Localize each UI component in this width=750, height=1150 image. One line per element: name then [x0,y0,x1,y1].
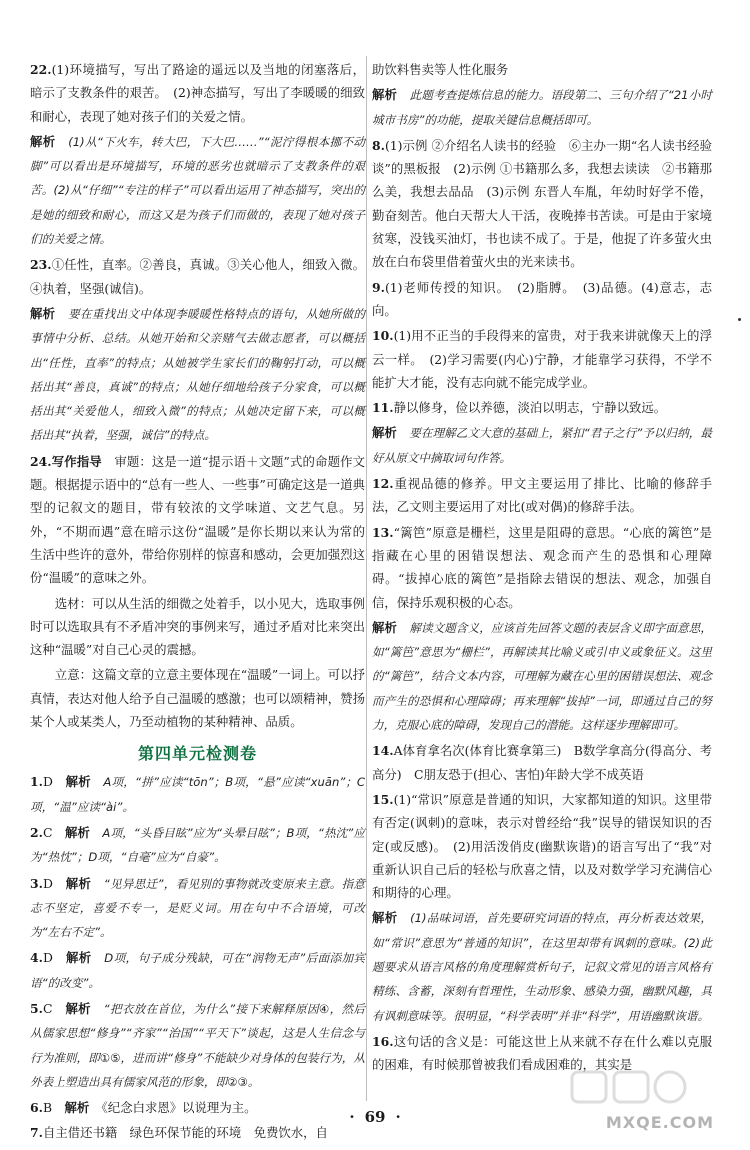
answer-4: 4.D 解析 D项，句子成分残缺，可在“润物无声”后面添加宾语“的改变”。 [30,950,366,990]
page-number-dot-right: · [395,1108,401,1126]
column-divider [366,56,367,1101]
analysis-13: 解析 解读文题含义，应该首先回答文题的表层含义即字面意思，如“篱笆”意思为“栅栏”，再解读其比喻义或引申义或象征义。这里的“篱笆”，结合文本内容，可理解为藏在心里的困错误想法、观念而产生的恐惧和心理障碍；再来理解“拔掉”一词，即通过自己的努力，克服心底的障碍，发现自己的潜能。这样逐步理解即可。 [372,619,713,733]
answer-7-continued: 助饮料售卖等人性化服务 [372,62,509,77]
answer-10: 10.(1)用不正当的手段得来的富贵，对于我来讲就像天上的浮云一样。 (2)学习需要(内心)宁静，才能靠学习获得，不学不能扩大才能，没有志向就不能完成学业。 [372,328,712,390]
analysis-7: 解析 此题考查提炼信息的能力。语段第二、三句介绍了“21小时城市书房”的功能，提取关键信息概括即可。 [372,87,713,127]
answer-15: 15.(1)“常识”原意是普通的知识，大家都知道的知识。这里带有否定(讽刺)的意味，表示对曾经给“我”误导的错误知识的否定(或反感)。 (2)用活泼俏皮(幽默诙谐)的语言写出了“我”对重新认识自己后的轻松与欣喜之情，以及对数学学习充满信心和期待的心理。 [372,791,712,901]
margin-dot [738,318,741,321]
answer-8: 8.(1)示例 ②介绍名人读书的经验 ⑥主办一期“名人读书经验谈”的黑板报 (2)示例 ①书籍那么多，我想去读读 ②书籍那么美，我想去品品 (3)示例 东晋人车胤，年幼时好学不倦，勤奋刻苦。他白天帮大人干活，夜晚捧书苦读。可是由于家境贫寒，没钱买油灯，书也读不成了。于是，他捉了许多萤火虫放在白布袋里借着萤火虫的光来读书。 [372,137,712,270]
answer-12: 12.重视品德的修养。甲文主要运用了排比、比喻的修辞手法，乙文则主要运用了对比(或对偶)的修辞手法。 [372,476,712,515]
answer-24-theme: 立意：这篇文章的立意主要体现在“温暖”一词上。可以抒真情，表达对他人给予自己温暖的感激；也可以颂精神，赞扬某个人或某类人，乃至动植物的某种精神、品质。 [30,667,365,730]
section-title: 第四单元检测卷 [137,744,257,764]
answer-1: 1.D 解析 A项，“拼”应读“tōn”；B项，“悬”应读“xuān”；C项，“温”应读“ài”。 [30,774,366,814]
answer-14: 14.A体育拿名次(体育比赛拿第三) B数学拿高分(得高分、考高分) C朋友恐于(担心、害怕)年龄大学不成英语 [372,743,712,782]
answer-5: 5.C 解析 “把衣放在首位，为什么”接下来解释原因④，然后从儒家思想“修身”“齐家”“治国”“平天下”谈起，这是人生信念与行为准则，即①⑤，进而讲“修身”不能缺少对身体的包装行为，从外表上塑造出具有儒家风范的形象，即②③。 [30,1000,366,1089]
right-column [372,58,712,1078]
answer-7: 7.自主借还书籍 绿色环保节能的环境 免费饮水，自 [30,1125,328,1141]
answer-24: 24.写作指导 审题：这是一道“提示语＋文题”式的命题作文题。根据提示语中的“总有一些人、一些事”可确定这是一道典型的记叙文的题目，带有较浓的文学味道、文艺气息。另外，“不期而遇”意在暗示这份“温暖”是你长期以来认为常的生活中些许的意外，带给你别样的惊喜和感动，会更加强烈这份“温暖”的意味之外。 [30,453,366,586]
answer-16: 16.这句话的含义是：可能这世上从来就不存在什么难以克服的困难，有时候那曾被我们看成困难的，其实是 [372,1033,712,1073]
analysis-22: 解析 (1)从“下火车，转大巴，下大巴……”“泥泞得根本挪不动脚”可以看出是环境描写，环境的恶劣也就暗示了支教条件的艰苦。(2)从“仔细”“专注的样子”可以看出运用了神态描写，突出的是她的细致和耐心，而这又是为孩子们而做的，表现了她对孩子们的关爱之情。 [30,133,366,247]
answer-23: 23.①任性，直率。②善良，真诚。③关心他人，细致入微。④执着，坚强(诚信)。 [30,257,365,296]
answer-22: 22.(1)环境描写，写出了路途的遥远以及当地的闭塞落后，暗示了支教条件的艰苦。 (2)神态描写，写出了李暖暖的细致和耐心，表现了她对孩子们的关爱之情。 [30,62,365,124]
analysis-11: 解析 要在理解乙文大意的基础上，紧扣“君子之行”予以归纳，最好从原文中摘取词句作答。 [372,425,713,465]
answer-13: 13.“篱笆”原意是栅栏，这里是阻碍的意思。“心底的篱笆”是指藏在心里的困错误想法、观念而产生的恐惧和心理障碍。“拔掉心底的篱笆”是指除去错误的想法、观念，加强自信，保持乐观积极的心态。 [372,524,712,610]
analysis-15: 解析 (1)品味词语，首先要研究词语的特点，再分析表达效果，如“常识”意思为“普通的知识”，在这里却带有讽刺的意味。(2)此题要求从语言风格的角度理解赏析句子，记叙文常见的语言风格有精练、含蓄，深刻有哲理性，生动形象、感染力强，幽默风趣，具有讽刺意味等。很明显，“科学表明”并非“科学”，用语幽默诙谐。 [372,910,713,1023]
answer-9: 9.(1)老师传授的知识。 (2)脂膊。 (3)品德。(4)意志，志向。 [372,279,712,318]
answer-2: 2.C 解析 A项，“头昏目眩”应为“头晕目眩”；B项，“热沈”应为“热忱”；D项，“自毫”应为“自豪”。 [30,824,365,865]
answer-6: 6.B 解析 《纪念白求恩》以说理为主。 [30,1100,257,1116]
page-number-dot-left: · [349,1108,355,1126]
left-column [30,58,365,1147]
analysis-23: 解析 要在重找出文中体现李暖暖性格特点的语句，从她所做的事情中分析、总结。从她开始和父亲赌气去做志愿者，可以概括出“任性，直率”的特点；从她被学生家长们的鞠躬打动，可以概括出其“善良，真诚”的特点；从她仔细地给孩子分家食，可以概括出其“关爱他人，细致入微”的特点；从她决定留下来，可以概括出其“执着，坚强，诚信”的特点。 [30,305,365,443]
answer-11: 11.静以修身，俭以养德，淡泊以明志，宁静以致远。 [372,400,667,416]
watermark-text: MXQE.COM [605,1113,714,1132]
answer-24-material: 选材：可以从生活的细微之处着手，以小见大，选取事例时可以选取具有不矛盾冲突的事例来写，通过矛盾对比来突出这种“温暖”对自己心灵的震撼。 [30,595,365,658]
page-number-value: 69 [364,1108,386,1126]
answer-3: 3.D 解析 “见异思迁”，看见别的事物就改变原来主意。指意志不坚定，喜爱不专一，是贬义词。用在句中不合语境，可改为“左右不定”。 [30,875,366,940]
